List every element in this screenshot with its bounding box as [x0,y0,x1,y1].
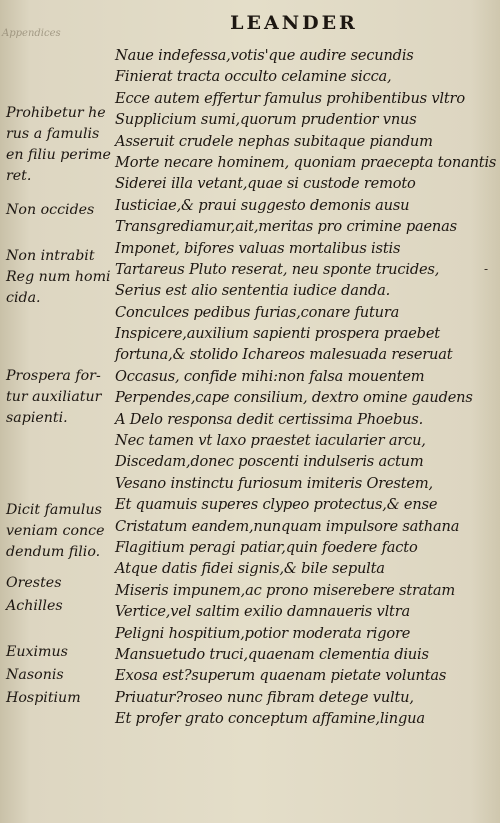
main-text-column [115,45,495,730]
margin-note-line: en filiu perime [6,147,111,163]
verse-line: Miseris impunem,ac prono miserebere stratam [115,581,456,599]
margin-note-non-occides [6,200,94,221]
margin-note-line: tur auxiliatur [6,389,102,405]
verse-line: Atque datis fidei signis,& bile sepulta [115,560,385,578]
verse-line: Exosa est?superum quaenam pietate voluntas [115,667,447,685]
margin-note-line: Reg num homi [6,269,111,285]
margin-note-nasonis [6,665,64,686]
verse-line: Occasus, confide mihi:non falsa mouentem [115,367,425,385]
margin-note-line: sapienti. [6,410,68,426]
verse-line: Tartareus Pluto reserat, neu sponte trucides, [115,260,440,278]
verse-line: Transgrediamur,ait,meritas pro crimine paenas [115,218,457,236]
verse-line: Perpendes,cape consilium, dextro omine gaudens [115,389,473,407]
margin-note-line: cida. [6,290,41,306]
verse-line: Mansuetudo truci,quaenam clementia diuis [115,645,429,663]
margin-note-non-intrabit [6,246,111,309]
margin-note-hospitium [6,688,81,709]
margin-note-line: Euximus [6,644,68,660]
verse-line: Supplicium sumi,quorum prudentior vnus [115,111,417,129]
verse-line: Serius est alio sententia iudice danda. [115,282,391,300]
faint-running-mark: Appendices [2,28,61,39]
margin-note-line: rus a famulis [6,126,100,142]
verse-line: Finierat tracta occulto celamine sicca, [115,68,392,86]
margin-note-line: ret. [6,168,32,184]
verse-line: Morte necare hominem, quoniam praecepta tonantis [115,153,497,171]
verse-line: Et profer grato conceptum affamine,lingua [115,710,425,728]
page-header [0,12,500,34]
verse-line: Peligni hospitium,potior moderata rigore [115,624,411,642]
verse-line: Et quamuis superes clypeo protectus,& ense [115,496,438,514]
verse-line: Iusticiae,& praui suggesto demonis ausu [115,196,410,214]
margin-note-prohibetur [6,103,111,187]
verse-line: Discedam,donec poscenti indulseris actum [115,453,424,471]
verse-line: Conculces pedibus furias,conare futura [115,303,400,321]
margin-note-line: Prospera for- [6,368,101,384]
margin-note-line: dendum filio. [6,544,101,560]
margin-note-dicit-famulus [6,500,104,563]
verse-line: Ecce autem effertur famulus prohibentibus vltro [115,89,465,107]
verse-line: Imponet, bifores valuas mortalibus istis [115,239,401,257]
verse-line: Naue indefessa,votis'que audire secundis [115,47,414,64]
verse-line: Vesano instinctu furiosum imiteris Orestem, [115,474,433,492]
header-title: LEANDER [230,12,358,34]
verse-line: Cristatum eandem,nunquam impulsore sathana [115,517,460,535]
verse-line: Inspicere,auxilium sapienti prospera praebet [115,325,440,343]
margin-note-line: Non intrabit [6,248,95,264]
verse-line: fortuna,& stolido Ichareos malesuada reseruat [115,346,453,364]
verse-line: Siderei illa vetant,quae si custode remoto [115,175,416,193]
margin-note-line: veniam conce [6,523,105,539]
margin-note-line: Non occides [6,202,95,218]
margin-note-achilles [6,596,63,617]
margin-note-line: Prohibetur he [6,105,106,121]
margin-dash-mark: - [484,262,489,276]
margin-note-orestes [6,573,61,594]
margin-note-line: Orestes [6,575,62,591]
margin-note-line: Hospitium [6,690,81,706]
margin-note-line: Achilles [6,598,63,614]
verse-line: Priuatur?roseo nunc fibram detege vultu, [115,688,414,706]
margin-note-line: Nasonis [6,667,64,683]
margin-note-euximus [6,642,68,663]
verse-line: Vertice,vel saltim exilio damnaueris vltra [115,603,410,621]
margin-note-prospera [6,366,101,429]
verse-line: A Delo responsa dedit certissima Phoebus. [115,410,424,428]
margin-note-line: Dicit famulus [6,502,102,518]
verse-line: Asseruit crudele nephas subitaque piandum [115,132,433,150]
verse-line: Flagitium peragi patiar,quin foedere facto [115,538,418,556]
verse-line: Nec tamen vt laxo praestet iacularier arcu, [115,432,426,450]
